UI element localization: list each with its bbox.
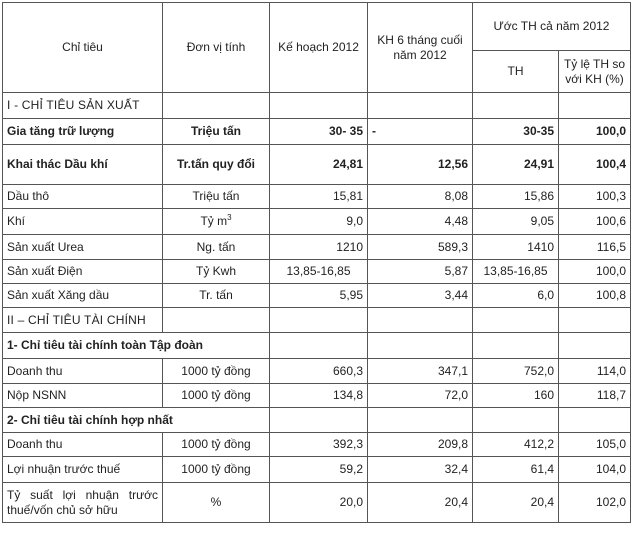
table-row (3, 457, 631, 483)
row-plan6: 8,08 (368, 185, 473, 209)
row-unit: Ng. tấn (163, 235, 270, 260)
row-ratio: 100,0 (559, 260, 631, 284)
table-row (3, 145, 631, 185)
row-plan6: 20,4 (368, 483, 473, 523)
row-plan: 1210 (270, 235, 368, 260)
row-th: 13,85-16,85 (473, 260, 559, 284)
header-ratio: Tỷ lệ TH so với KH (%) (559, 51, 631, 93)
row-th: 15,86 (473, 185, 559, 209)
row-plan: 20,0 (270, 483, 368, 523)
header-plan: Kế hoạch 2012 (270, 3, 368, 93)
row-plan: 660,3 (270, 359, 368, 384)
row-name: Sản xuất Xăng dầu (3, 284, 163, 308)
row-plan: 5,95 (270, 284, 368, 308)
table-row (3, 235, 631, 260)
row-th: 9,05 (473, 209, 559, 235)
section-title: I - CHỈ TIÊU SẢN XUẤT (3, 93, 163, 119)
row-plan: 15,81 (270, 185, 368, 209)
row-plan: 134,8 (270, 384, 368, 408)
table-row (3, 483, 631, 523)
table-row (3, 384, 631, 408)
row-ratio: 102,0 (559, 483, 631, 523)
unit-superscript: 3 (227, 213, 232, 222)
row-unit (163, 209, 270, 235)
row-name: Doanh thu (3, 359, 163, 384)
row-ratio: 118,7 (559, 384, 631, 408)
row-plan: 24,81 (270, 145, 368, 185)
table-row (3, 119, 631, 145)
table-row (3, 185, 631, 209)
unit-text: Tỷ m (200, 214, 228, 228)
row-unit: Tr. tấn (163, 284, 270, 308)
row-plan6: 72,0 (368, 384, 473, 408)
row-name: Khai thác Dầu khí (3, 145, 163, 185)
row-plan6: 12,56 (368, 145, 473, 185)
row-unit: 1000 tỷ đồng (163, 433, 270, 457)
table-row (3, 260, 631, 284)
row-ratio: 100,6 (559, 209, 631, 235)
row-plan6: 32,4 (368, 457, 473, 483)
row-plan: 59,2 (270, 457, 368, 483)
row-name: Sản xuất Urea (3, 235, 163, 260)
row-ratio: 100,3 (559, 185, 631, 209)
row-unit: Tỷ Kwh (163, 260, 270, 284)
table-row (3, 209, 631, 235)
row-ratio: 100,4 (559, 145, 631, 185)
row-name: Tỷ suất lợi nhuận trước thuế/vốn chủ sở hữu (3, 483, 163, 523)
section-title: II – CHỈ TIÊU TÀI CHÍNH (3, 308, 163, 333)
row-plan: 30- 35 (270, 119, 368, 145)
subsection-row (3, 333, 631, 359)
row-th: 752,0 (473, 359, 559, 384)
subsection-title: 1- Chỉ tiêu tài chính toàn Tập đoàn (3, 333, 270, 359)
header-unit: Đơn vị tính (163, 3, 270, 93)
row-unit: % (163, 483, 270, 523)
row-plan6: 347,1 (368, 359, 473, 384)
row-plan: 13,85-16,85 (270, 260, 368, 284)
row-name: Doanh thu (3, 433, 163, 457)
row-unit: 1000 tỷ đồng (163, 384, 270, 408)
row-ratio: 104,0 (559, 457, 631, 483)
header-row-top (3, 3, 631, 51)
subsection-row (3, 408, 631, 433)
targets-table (2, 2, 631, 523)
row-name: Nộp NSNN (3, 384, 163, 408)
row-plan6: 209,8 (368, 433, 473, 457)
row-ratio: 100,8 (559, 284, 631, 308)
row-unit: Triệu tấn (163, 185, 270, 209)
row-name: Dầu thô (3, 185, 163, 209)
table-row (3, 359, 631, 384)
row-th: 6,0 (473, 284, 559, 308)
row-ratio: 105,0 (559, 433, 631, 457)
row-unit: 1000 tỷ đồng (163, 359, 270, 384)
row-th: 20,4 (473, 483, 559, 523)
row-th: 24,91 (473, 145, 559, 185)
row-th: 30-35 (473, 119, 559, 145)
row-ratio: 114,0 (559, 359, 631, 384)
row-name: Khí (3, 209, 163, 235)
row-name: Sản xuất Điện (3, 260, 163, 284)
row-ratio: 116,5 (559, 235, 631, 260)
row-plan6: 589,3 (368, 235, 473, 260)
row-th: 1410 (473, 235, 559, 260)
table-row (3, 433, 631, 457)
row-plan6: - (368, 119, 473, 145)
subsection-title: 2- Chỉ tiêu tài chính hợp nhất (3, 408, 270, 433)
row-th: 61,4 (473, 457, 559, 483)
row-plan6: 4,48 (368, 209, 473, 235)
row-th: 412,2 (473, 433, 559, 457)
section-row (3, 93, 631, 119)
row-plan: 392,3 (270, 433, 368, 457)
row-plan: 9,0 (270, 209, 368, 235)
row-th: 160 (473, 384, 559, 408)
row-unit: Triệu tấn (163, 119, 270, 145)
row-ratio: 100,0 (559, 119, 631, 145)
header-th: TH (473, 51, 559, 93)
row-name: Gia tăng trữ lượng (3, 119, 163, 145)
row-plan6: 5,87 (368, 260, 473, 284)
row-plan6: 3,44 (368, 284, 473, 308)
header-plan6: KH 6 tháng cuối năm 2012 (368, 3, 473, 93)
section-row (3, 308, 631, 333)
row-name: Lợi nhuận trước thuế (3, 457, 163, 483)
row-unit: 1000 tỷ đồng (163, 457, 270, 483)
table-row (3, 284, 631, 308)
header-indicator: Chỉ tiêu (3, 3, 163, 93)
row-unit: Tr.tấn quy đổi (163, 145, 270, 185)
header-estimate: Ước TH cả năm 2012 (473, 3, 631, 51)
